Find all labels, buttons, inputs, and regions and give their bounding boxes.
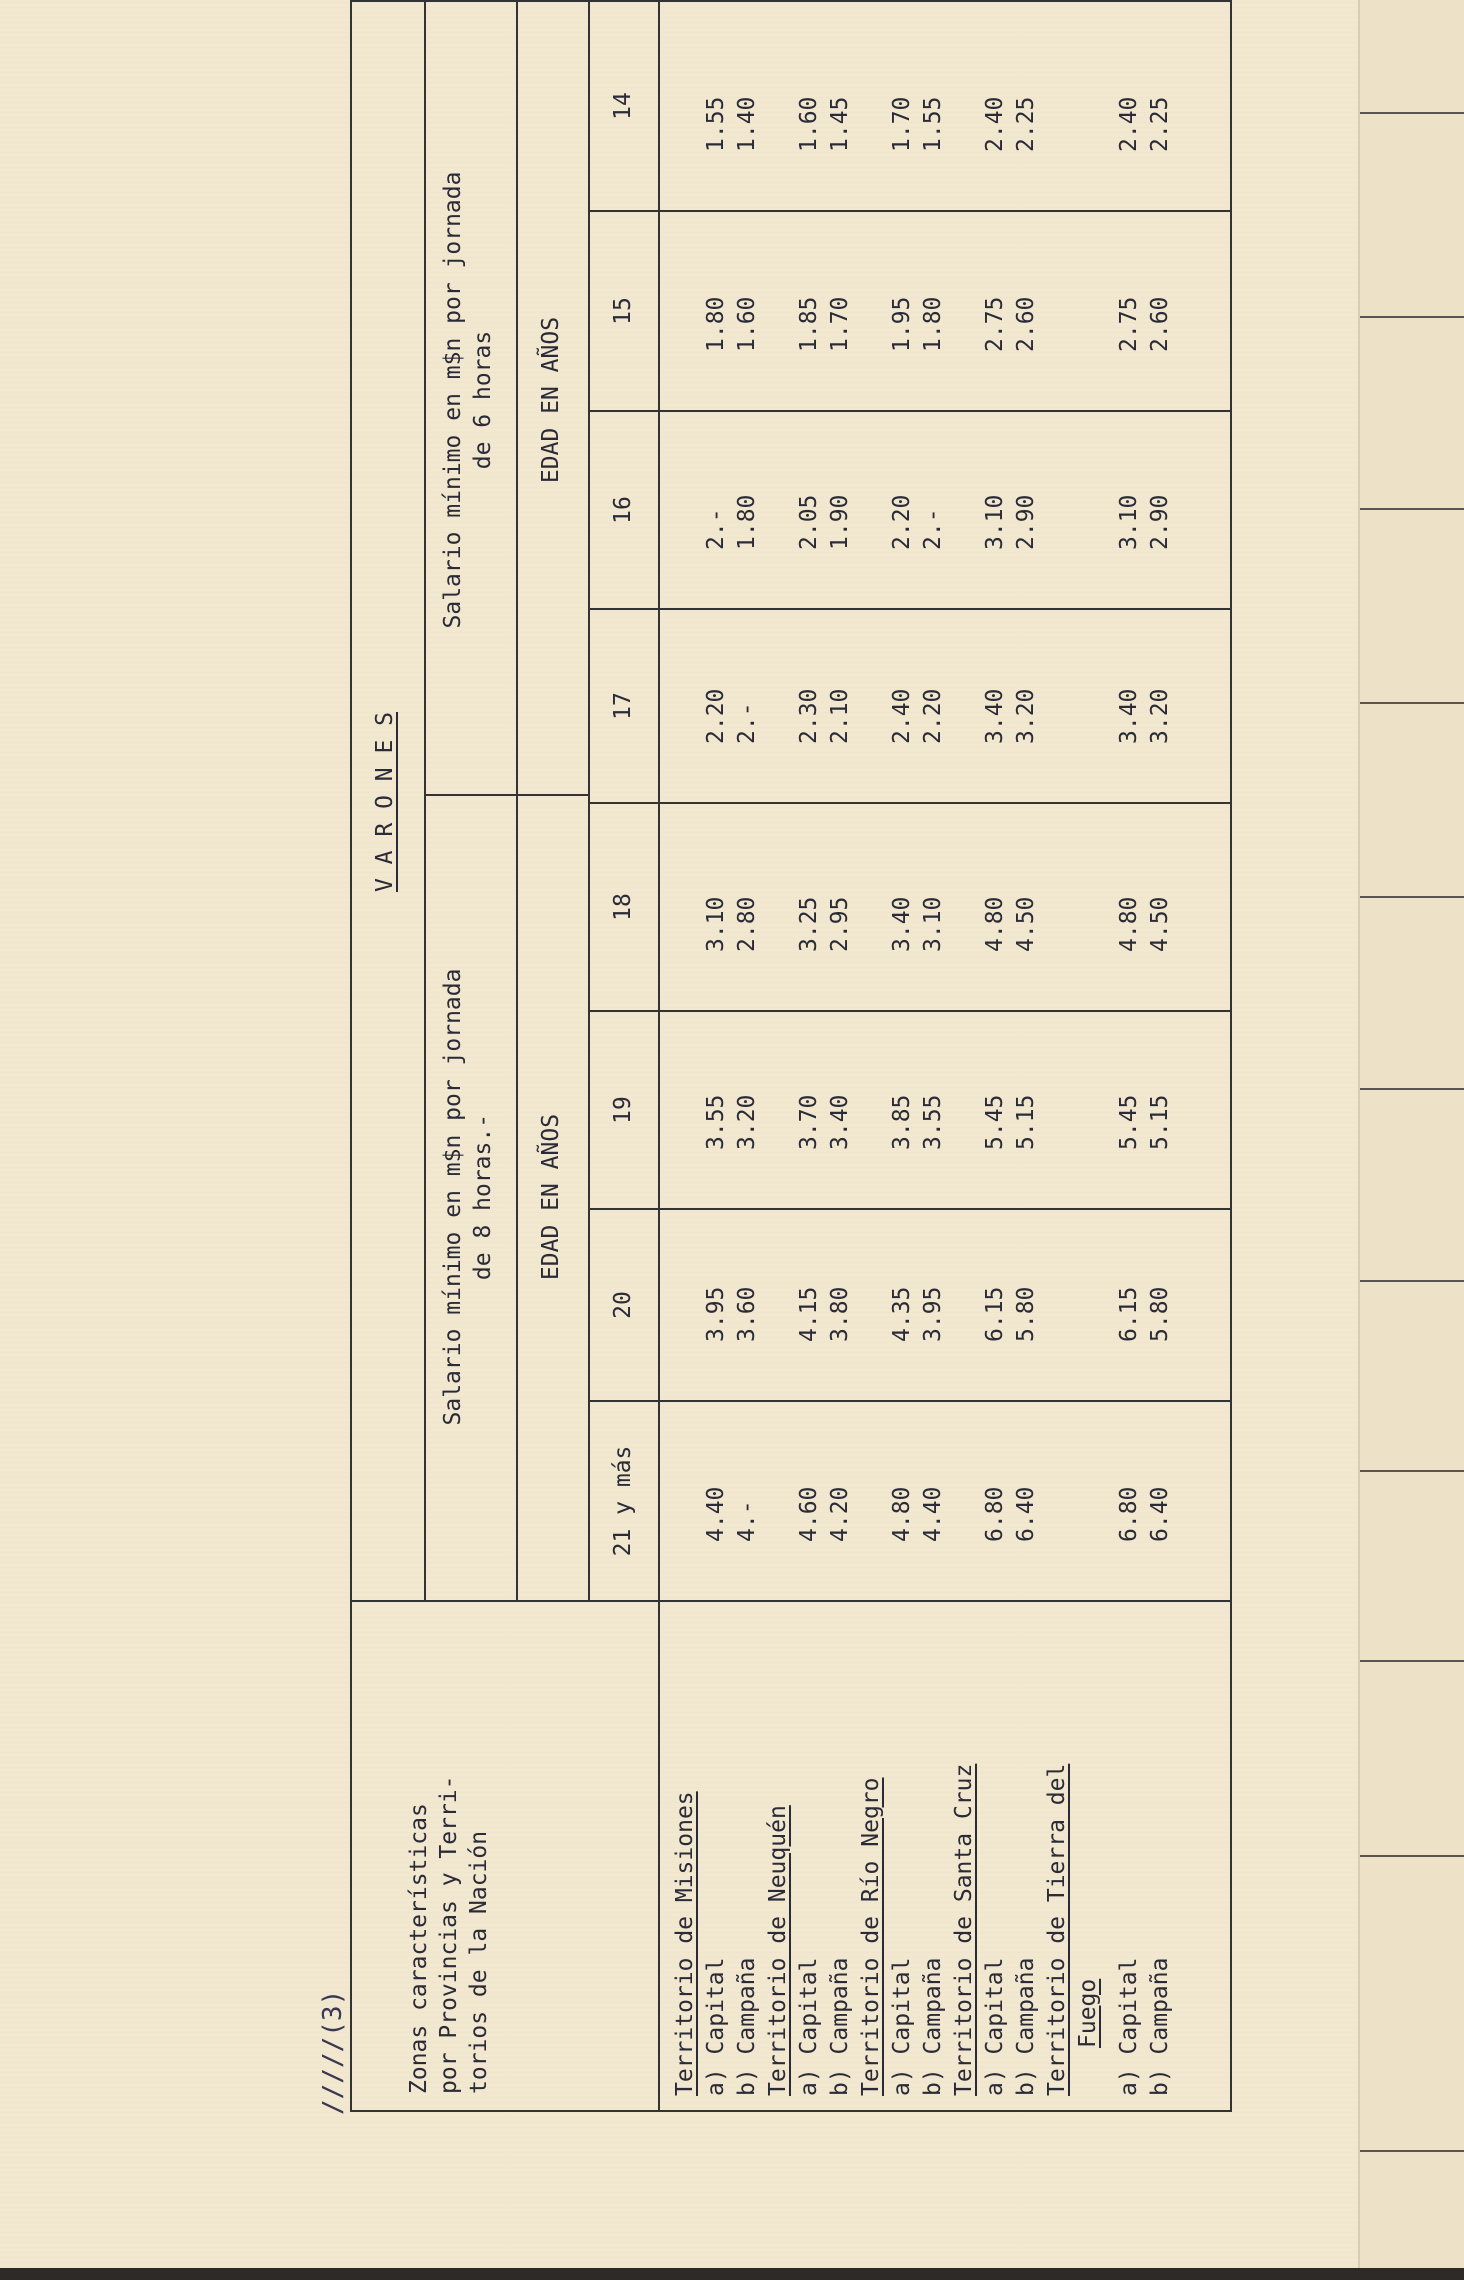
- value-cell: 3.20: [1013, 688, 1039, 744]
- value-cell: 1.95: [889, 296, 915, 352]
- salary-8h-line-1: Salario mínimo en m$n por jornada: [440, 968, 466, 1426]
- value-cell: 5.80: [1147, 1286, 1173, 1342]
- edad-6h-header: EDAD EN AÑOS: [538, 316, 564, 484]
- value-cell: 4.50: [1147, 896, 1173, 952]
- territory-name: Territorio de Neuquén: [765, 1805, 791, 2096]
- value-cell: 1.55: [920, 96, 946, 152]
- value-cell: 4.50: [1013, 896, 1039, 952]
- value-cell: 2.05: [796, 494, 822, 550]
- age-header-cell: 14: [610, 92, 636, 120]
- value-cell: 5.45: [1116, 1094, 1142, 1150]
- zones-header-line-3: torios de la Nación: [466, 1830, 492, 2094]
- age-header-cell: 17: [610, 692, 636, 720]
- value-cell: 3.55: [703, 1094, 729, 1150]
- value-cell: 4.35: [889, 1286, 915, 1342]
- value-cell: 1.40: [734, 96, 760, 152]
- wage-table: [350, 0, 1232, 2112]
- value-cell: 2.25: [1013, 96, 1039, 152]
- scan-border: [0, 2268, 1464, 2280]
- value-cell: 2.25: [1147, 96, 1173, 152]
- value-cell: 3.10: [920, 896, 946, 952]
- value-cell: 4.40: [703, 1486, 729, 1542]
- value-cell: 1.60: [734, 296, 760, 352]
- value-cell: 1.80: [703, 296, 729, 352]
- age-header-cell: 20: [610, 1291, 636, 1319]
- varones-title: V A R O N E S: [372, 712, 398, 893]
- value-cell: 3.95: [920, 1286, 946, 1342]
- value-cell: 2.-: [703, 508, 729, 550]
- value-cell: 5.15: [1013, 1094, 1039, 1150]
- value-cell: 3.40: [827, 1094, 853, 1150]
- row-label: b) Campaña: [1013, 1957, 1039, 2096]
- value-cell: 1.70: [827, 296, 853, 352]
- age-header-cell: 18: [610, 893, 636, 921]
- row-label: a) Capital: [889, 1957, 915, 2096]
- row-label: b) Campaña: [734, 1957, 760, 2096]
- row-label: a) Capital: [982, 1957, 1008, 2096]
- value-cell: 2.40: [982, 96, 1008, 152]
- zones-header-line-1: Zonas características: [406, 1803, 432, 2094]
- territory-name: Fuego: [1075, 1978, 1101, 2048]
- value-cell: 3.40: [889, 896, 915, 952]
- value-cell: 1.90: [827, 494, 853, 550]
- value-cell: 4.40: [920, 1486, 946, 1542]
- territory-name: Territorio de Río Negro: [858, 1777, 884, 2096]
- value-cell: 2.30: [796, 688, 822, 744]
- salary-6h-line-1: Salario mínimo en m$n por jornada: [440, 171, 466, 629]
- value-cell: 2.90: [1013, 494, 1039, 550]
- territory-name: Territorio de Misiones: [672, 1791, 698, 2096]
- value-cell: 3.40: [982, 688, 1008, 744]
- value-cell: 3.95: [703, 1286, 729, 1342]
- value-cell: 2.75: [982, 296, 1008, 352]
- value-cell: 3.85: [889, 1094, 915, 1150]
- value-cell: 2.90: [1147, 494, 1173, 550]
- age-header-cell: 19: [610, 1096, 636, 1124]
- value-cell: 1.70: [889, 96, 915, 152]
- age-header-cell: 15: [610, 297, 636, 325]
- side-strip: [1358, 0, 1464, 2268]
- rotated-table-area: [350, 0, 1232, 2112]
- value-cell: 3.10: [703, 896, 729, 952]
- value-cell: 4.80: [889, 1486, 915, 1542]
- value-cell: 2.20: [703, 688, 729, 744]
- row-label: b) Campaña: [827, 1957, 853, 2096]
- territory-name: Territorio de Santa Cruz: [951, 1763, 977, 2096]
- value-cell: 2.-: [734, 702, 760, 744]
- value-cell: 1.60: [796, 96, 822, 152]
- value-cell: 3.40: [1116, 688, 1142, 744]
- value-cell: 1.80: [734, 494, 760, 550]
- value-cell: 2.20: [889, 494, 915, 550]
- edad-8h-header: EDAD EN AÑOS: [538, 1113, 564, 1281]
- salary-8h-line-2: de 8 horas.-: [470, 1113, 496, 1281]
- value-cell: 1.80: [920, 296, 946, 352]
- salary-6h-header: [438, 10, 498, 790]
- value-cell: 5.15: [1147, 1094, 1173, 1150]
- value-cell: 4.80: [982, 896, 1008, 952]
- salary-6h-line-2: de 6 horas: [470, 330, 496, 470]
- value-cell: 1.45: [827, 96, 853, 152]
- value-cell: 3.10: [1116, 494, 1142, 550]
- age-header-cell: 16: [610, 496, 636, 524]
- value-cell: 4.80: [1116, 896, 1142, 952]
- value-cell: 4.20: [827, 1486, 853, 1542]
- row-label: a) Capital: [703, 1957, 729, 2096]
- value-cell: 3.55: [920, 1094, 946, 1150]
- zones-header: [404, 1776, 494, 2095]
- value-cell: 6.80: [982, 1486, 1008, 1542]
- value-cell: 3.70: [796, 1094, 822, 1150]
- value-cell: 3.10: [982, 494, 1008, 550]
- zones-header-line-2: por Provincias y Terri-: [436, 1775, 462, 2094]
- value-cell: 3.80: [827, 1286, 853, 1342]
- age-header-cell: 21 y más: [610, 1445, 636, 1557]
- value-cell: 2.10: [827, 688, 853, 744]
- territory-name: Territorio de Tierra del: [1044, 1763, 1070, 2096]
- value-cell: 4.60: [796, 1486, 822, 1542]
- value-cell: 6.40: [1147, 1486, 1173, 1542]
- value-cell: 3.60: [734, 1286, 760, 1342]
- value-cell: 6.80: [1116, 1486, 1142, 1542]
- salary-8h-header: [438, 802, 498, 1592]
- row-label: a) Capital: [1116, 1957, 1142, 2096]
- value-cell: 4.-: [734, 1500, 760, 1542]
- value-cell: 2.80: [734, 896, 760, 952]
- value-cell: 4.15: [796, 1286, 822, 1342]
- value-cell: 2.20: [920, 688, 946, 744]
- value-cell: 2.-: [920, 508, 946, 550]
- value-cell: 6.15: [1116, 1286, 1142, 1342]
- row-label: b) Campaña: [920, 1957, 946, 2096]
- value-cell: 3.20: [1147, 688, 1173, 744]
- value-cell: 6.40: [1013, 1486, 1039, 1542]
- value-cell: 3.20: [734, 1094, 760, 1150]
- value-cell: 2.40: [1116, 96, 1142, 152]
- value-cell: 2.40: [889, 688, 915, 744]
- value-cell: 5.45: [982, 1094, 1008, 1150]
- row-label: a) Capital: [796, 1957, 822, 2096]
- value-cell: 2.60: [1013, 296, 1039, 352]
- value-cell: 2.60: [1147, 296, 1173, 352]
- value-cell: 5.80: [1013, 1286, 1039, 1342]
- row-label: b) Campaña: [1147, 1957, 1173, 2096]
- page-mark: /////(3): [318, 1989, 348, 2115]
- value-cell: 3.25: [796, 896, 822, 952]
- value-cell: 1.55: [703, 96, 729, 152]
- value-cell: 2.95: [827, 896, 853, 952]
- value-cell: 1.85: [796, 296, 822, 352]
- value-cell: 2.75: [1116, 296, 1142, 352]
- value-cell: 6.15: [982, 1286, 1008, 1342]
